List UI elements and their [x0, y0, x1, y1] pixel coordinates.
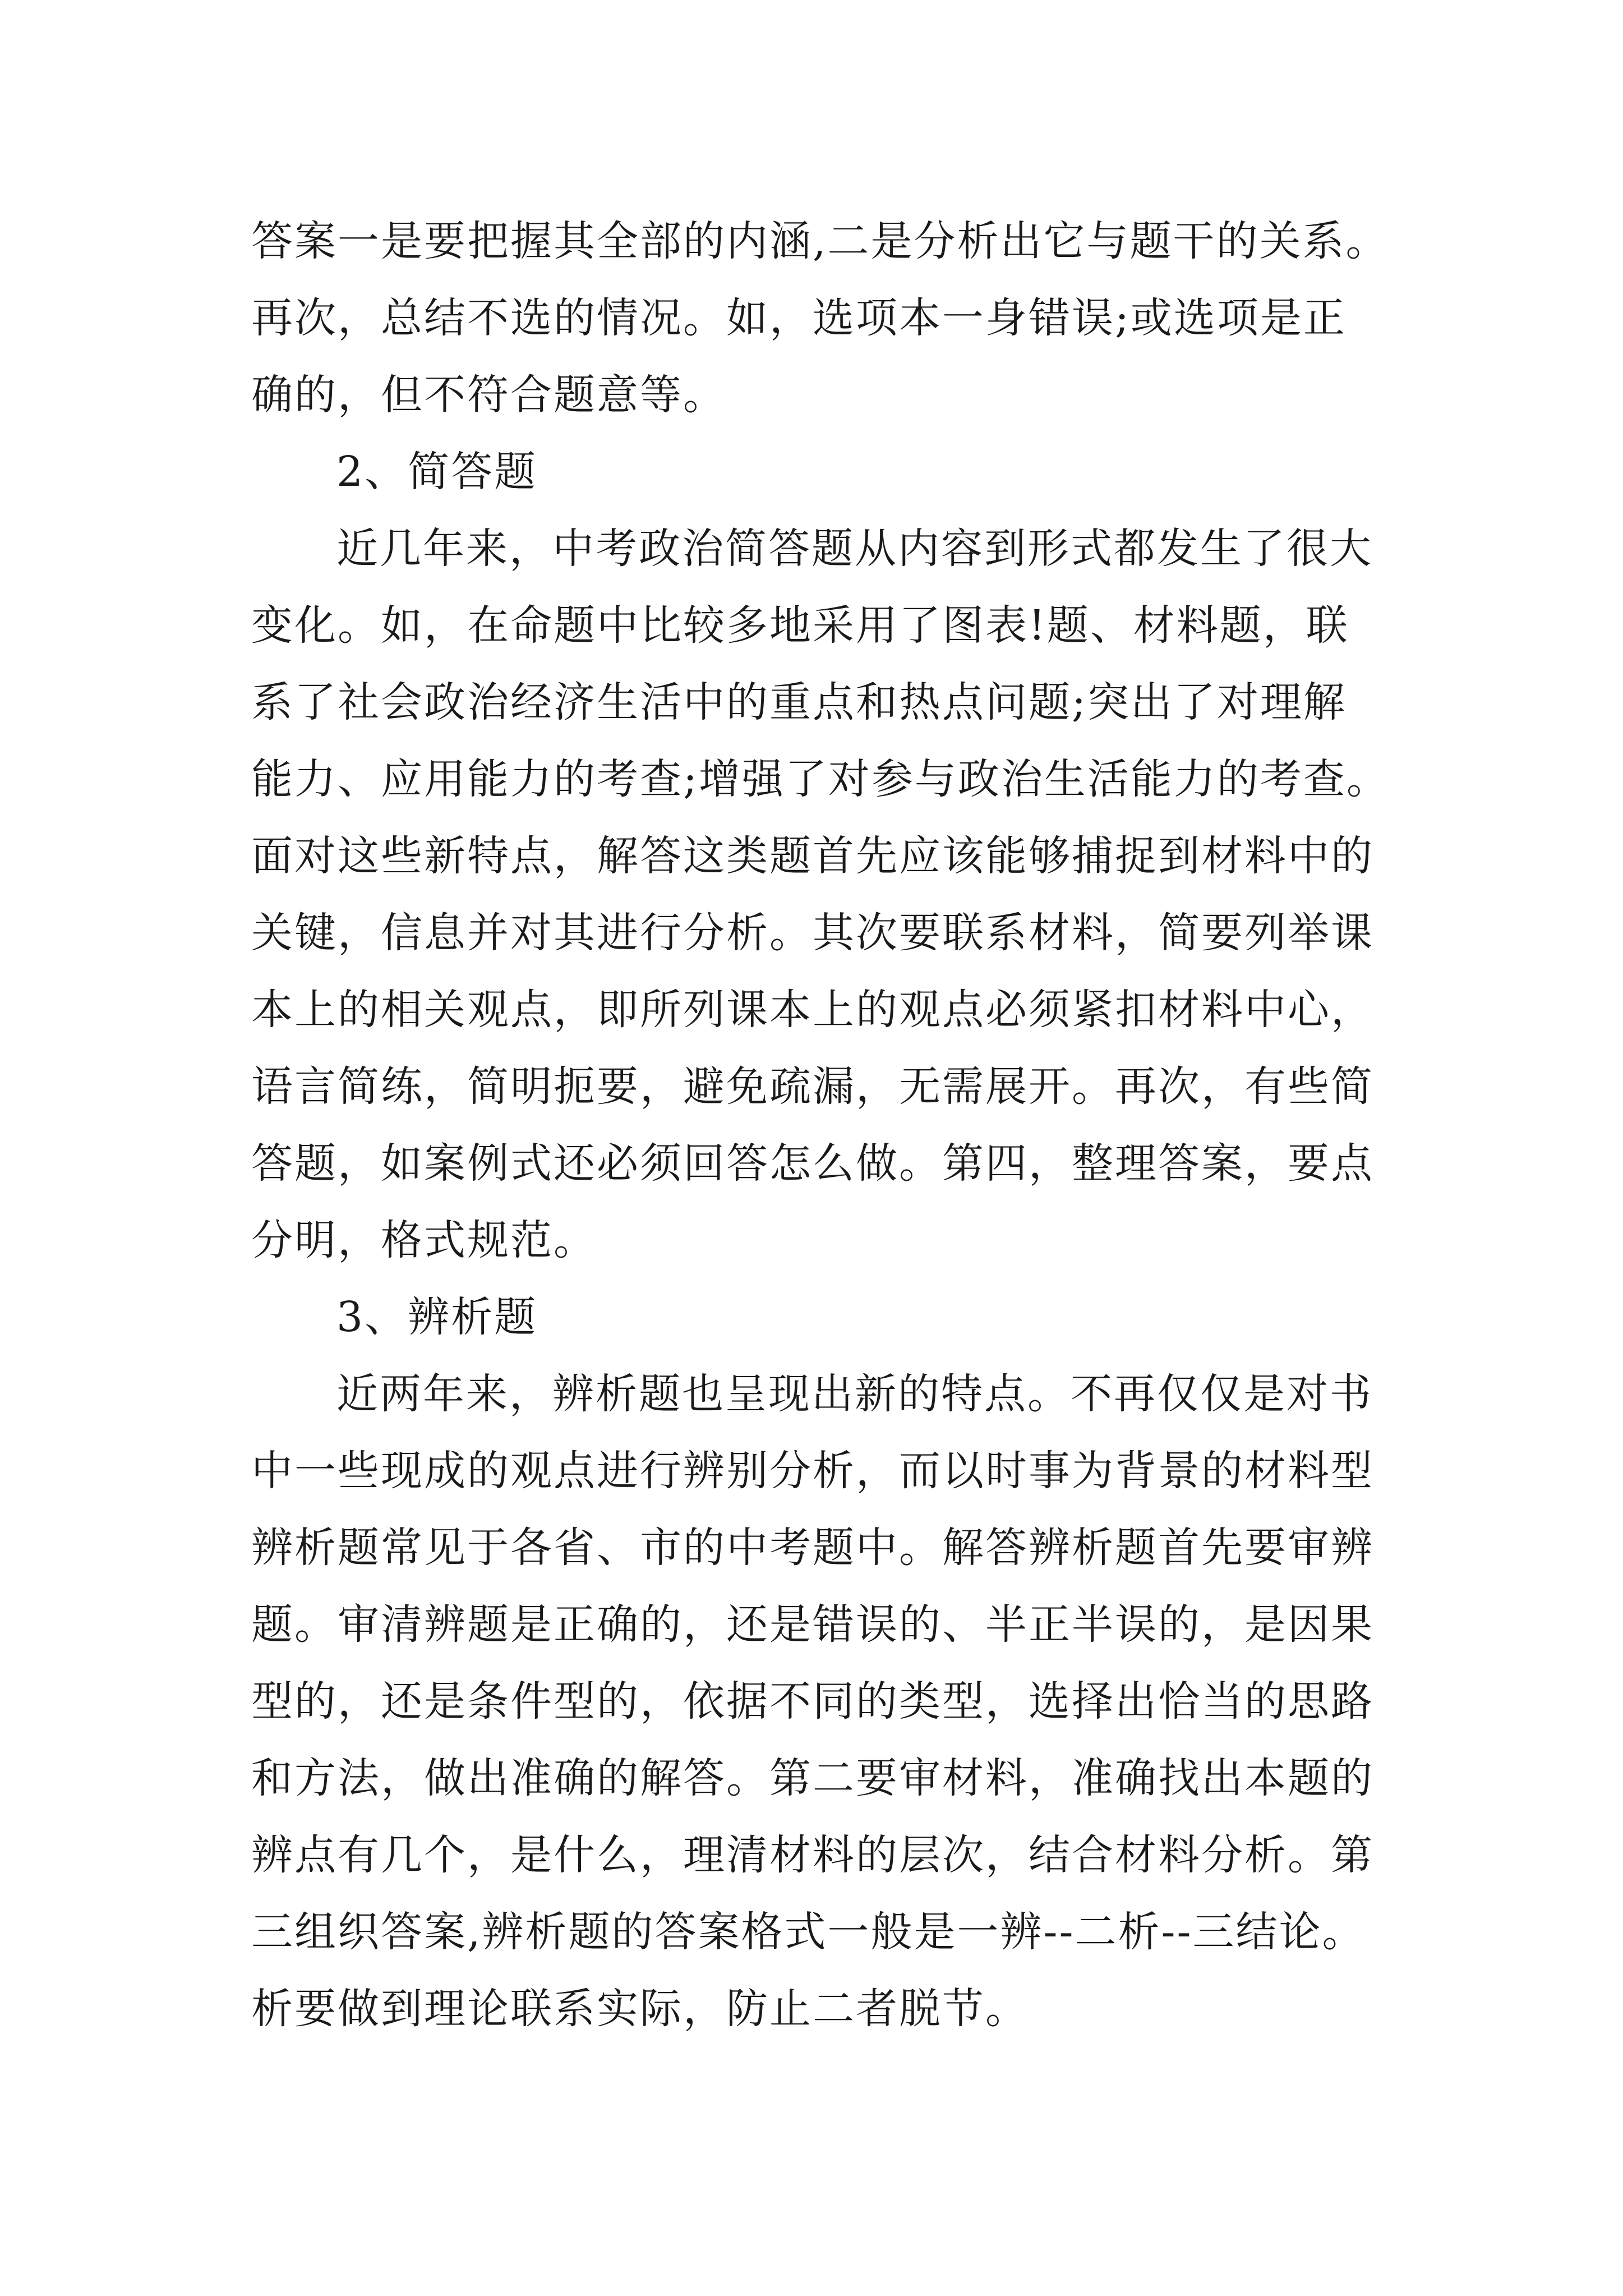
text-line: 近几年来，中考政治简答题从内容到形式都发生了很大	[336, 524, 1373, 573]
text-line: 面对这些新特点，解答这类题首先应该能够捕捉到材料中的	[251, 832, 1374, 880]
text-line: 型的，还是条件型的，依据不同的类型，选择出恰当的思路	[251, 1677, 1374, 1726]
text-line: 本上的相关观点，即所列课本上的观点必须紧扣材料中心，	[251, 986, 1374, 1034]
text-line: 分明，格式规范。	[251, 1216, 597, 1264]
text-line: 三组织答案,辨析题的答案格式一般是一辨--二析--三结论。	[251, 1908, 1366, 1956]
text-line: 答案一是要把握其全部的内涵,二是分析出它与题干的关系。	[251, 217, 1389, 265]
text-line: 能力、应用能力的考查;增强了对参与政治生活能力的考查。	[251, 755, 1390, 803]
text-line: 辨点有几个，是什么，理清材料的层次，结合材料分析。第	[251, 1831, 1374, 1879]
text-line: 确的，但不符合题意等。	[251, 371, 726, 419]
text-line: 语言简练，简明扼要，避免疏漏，无需展开。再次，有些简	[251, 1062, 1374, 1111]
text-line: 近两年来，辨析题也呈现出新的特点。不再仅仅是对书	[336, 1370, 1373, 1418]
text-line: 答题，如案例式还必须回答怎么做。第四，整理答案，要点	[251, 1139, 1374, 1188]
text-line: 题。审清辨题是正确的，还是错误的、半正半误的，是因果	[251, 1600, 1374, 1649]
text-line: 中一些现成的观点进行辨别分析，而以时事为背景的材料型	[251, 1447, 1374, 1495]
section-heading: 3、辨析题	[336, 1293, 538, 1341]
text-line: 变化。如，在命题中比较多地采用了图表!题、材料题，联	[251, 601, 1349, 650]
text-line: 和方法，做出准确的解答。第二要审材料，准确找出本题的	[251, 1754, 1374, 1802]
text-line: 辨析题常见于各省、市的中考题中。解答辨析题首先要审辨	[251, 1524, 1374, 1572]
text-line: 关键，信息并对其进行分析。其次要联系材料，简要列举课	[251, 909, 1374, 957]
text-line: 析要做到理论联系实际，防止二者脱节。	[251, 1985, 1029, 2033]
section-heading: 2、简答题	[336, 448, 538, 496]
text-line: 再次，总结不选的情况。如，选项本一身错误;或选项是正	[251, 294, 1347, 342]
text-line: 系了社会政治经济生活中的重点和热点问题;突出了对理解	[251, 678, 1347, 726]
